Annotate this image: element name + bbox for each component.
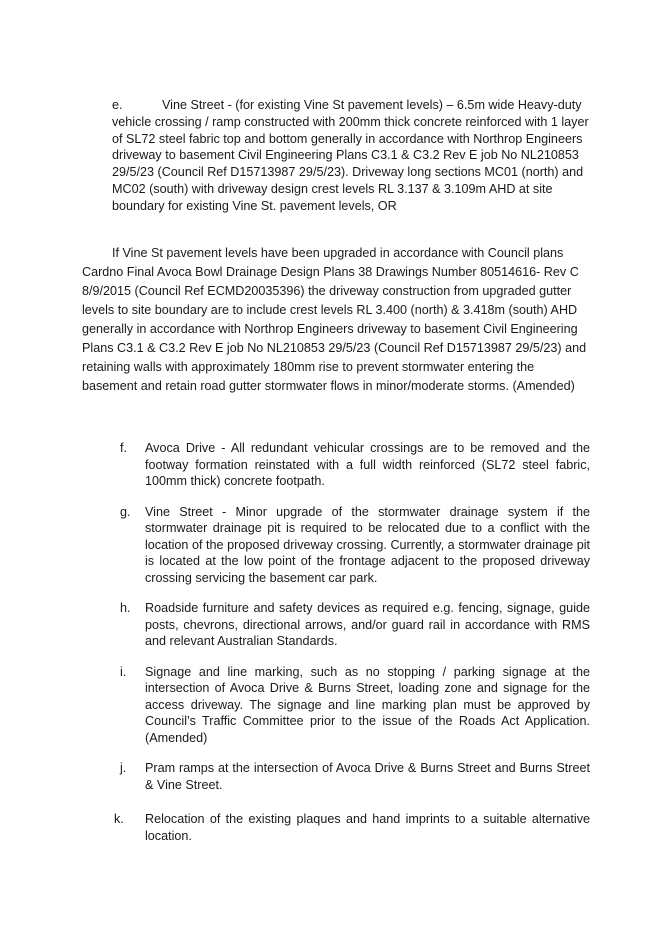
list-item-h bbox=[112, 600, 590, 650]
conditions-list bbox=[112, 440, 590, 844]
list-marker: h. bbox=[120, 601, 131, 615]
list-marker: j. bbox=[120, 761, 127, 775]
list-item-text: Vine Street - (for existing Vine St pavement levels) – 6.5m wide Heavy-duty vehicle crossing / ramp constructed with 200mm thick concrete reinforced with 1 layer of SL72 steel fabric top and bottom generally in accordance with Northrop Engineers driveway to basement Civil Engineering Plans C3.1 & C3.2 Rev E job No NL210853 29/5/23 (Council Ref D15713987 29/5/23). Driveway long sections MC01 (north) and MC02 (south) with driveway design crest levels RL 3.137 & 3.109m AHD at site boundary for existing Vine St. pavement levels, OR bbox=[112, 98, 589, 213]
list-marker: f. bbox=[120, 441, 127, 455]
list-item-i bbox=[112, 664, 590, 747]
list-marker: e. bbox=[112, 98, 123, 112]
conditional-paragraph: If Vine St pavement levels have been upgraded in accordance with Council plans Cardno Final Avoca Bowl Drainage Design Plans 38 Drawings Number 80514616- Rev C 8/9/2015 (Council Ref ECMD20035396) the driveway construction from upgraded gutter levels to site boundary are to include crest levels RL 3.400 (north) & 3.418m (south) AHD generally in accordance with Northrop Engineers driveway to basement Civil Engineering Plans C3.1 & C3.2 Rev E job No NL210853 29/5/23 (Council Ref D15713987 29/5/23) and retaining walls with approximately 180mm rise to prevent stormwater entering the basement and retain road gutter stormwater flows in minor/moderate storms. (Amended) bbox=[82, 246, 587, 393]
list-item-text: Roadside furniture and safety devices as required e.g. fencing, signage, guide posts, chevrons, directional arrows, and/or guard rail in accordance with RMS and relevant Australian Standards. bbox=[145, 601, 590, 648]
list-item-text: Vine Street - Minor upgrade of the stormwater drainage system if the stormwater drainage pit is required to be relocated due to a conflict with the location of the proposed driveway crossing. Currently, a stormwater drainage pit is located at the low point of the frontage adjacent to the proposed driveway crossing servicing the basement car park. bbox=[145, 504, 590, 585]
list-item-text: Relocation of the existing plaques and hand imprints to a suitable alternative location. bbox=[145, 812, 590, 843]
list-marker: i. bbox=[120, 664, 127, 679]
list-item-text: Signage and line marking, such as no stopping / parking signage at the intersection of Avoca Drive & Burns Street, loading zone and signage for the access driveway. The signage and line marking plan must be approved by Council’s Traffic Committee prior to the issue of the Roads Act Application. (Amended) bbox=[145, 664, 590, 745]
list-item-text: Avoca Drive - All redundant vehicular crossings are to be removed and the footway formation reinstated with a full width reinforced (SL72 steel fabric, 100mm thick) concrete footpath. bbox=[145, 441, 590, 488]
list-item-j bbox=[112, 760, 590, 793]
list-item-g bbox=[112, 504, 590, 587]
list-item-text: Pram ramps at the intersection of Avoca Drive & Burns Street and Burns Street & Vine Street. bbox=[145, 761, 590, 792]
list-item-e bbox=[112, 97, 590, 215]
list-item-k bbox=[112, 811, 590, 844]
list-item-f bbox=[112, 440, 590, 490]
list-marker: g. bbox=[120, 504, 131, 519]
list-marker: k. bbox=[114, 812, 124, 826]
